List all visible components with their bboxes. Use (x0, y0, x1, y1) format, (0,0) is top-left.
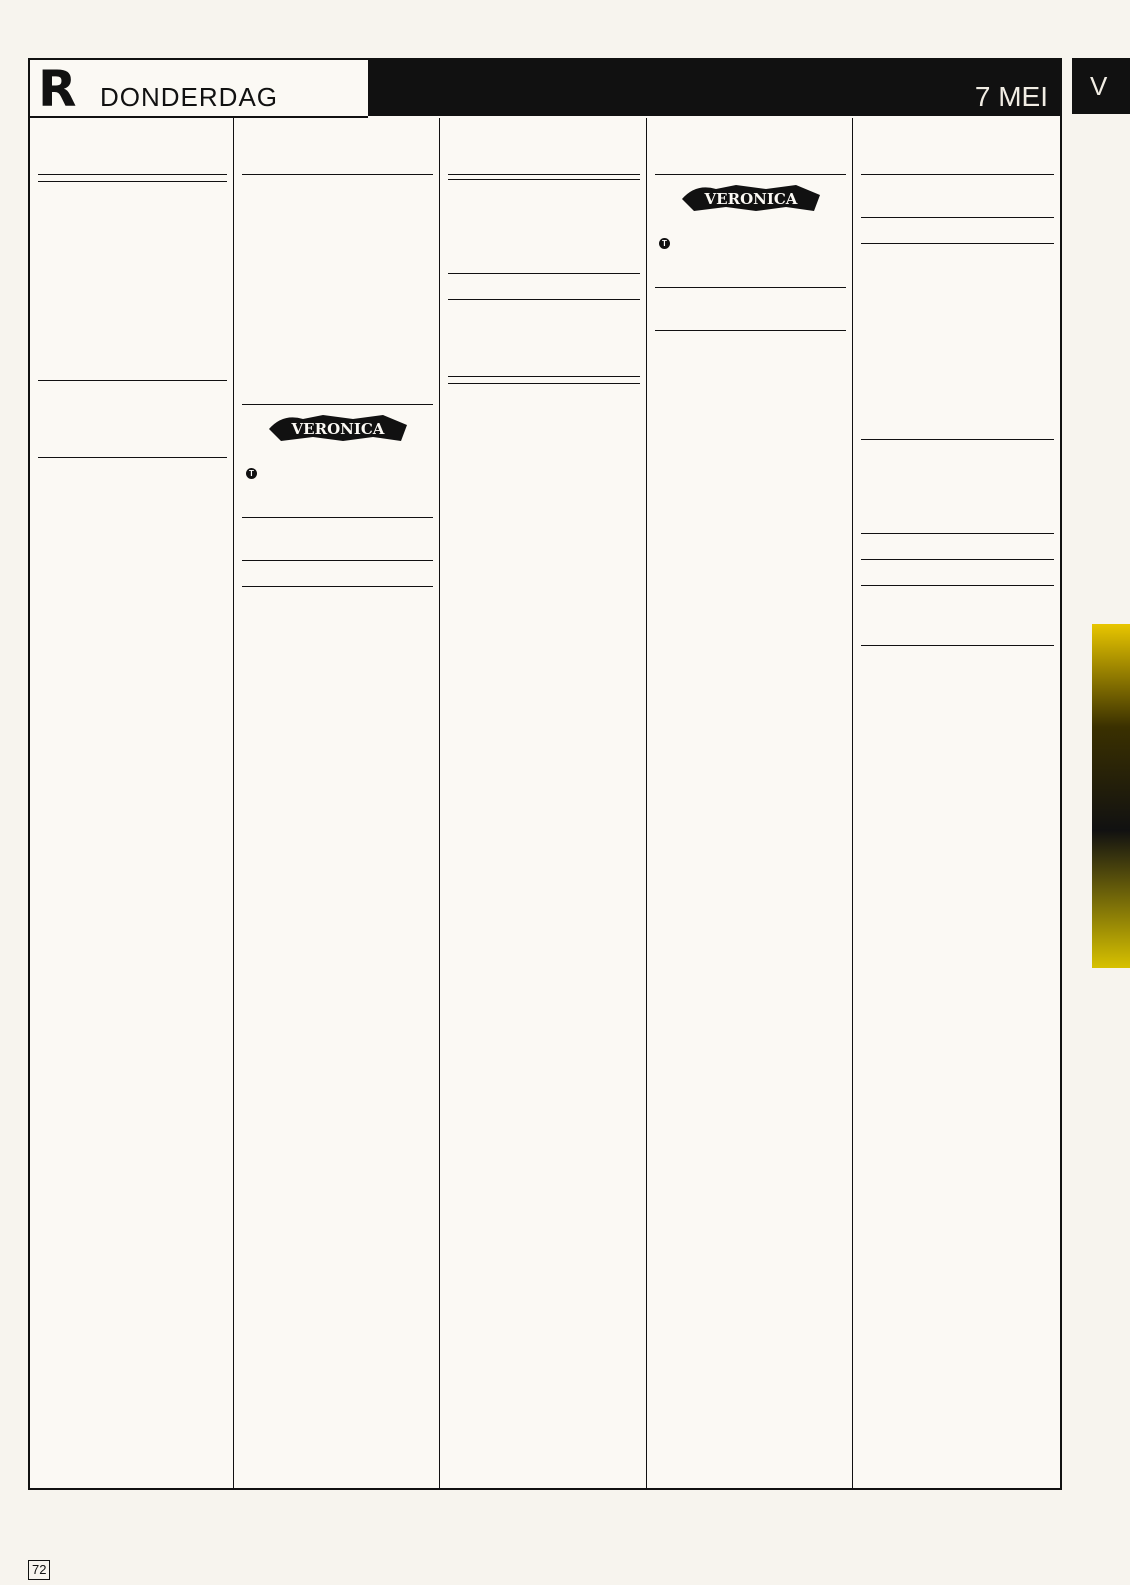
program-item (42, 220, 227, 237)
program-item (865, 222, 1054, 239)
divider (861, 645, 1054, 646)
program-item (659, 386, 846, 403)
program-title-line (865, 478, 1054, 495)
program-item (452, 304, 640, 321)
program-item (452, 235, 640, 252)
program-title-line (865, 350, 1054, 367)
program-item (865, 401, 1054, 418)
program-title-line (865, 538, 1054, 555)
divider (655, 330, 846, 331)
program-title-line (865, 367, 1054, 384)
header-bar (368, 60, 1060, 116)
program-title-line (452, 355, 640, 372)
program-item (865, 564, 1054, 581)
program-item (659, 352, 846, 369)
program-item (865, 418, 1054, 435)
divider (861, 559, 1054, 560)
program-title-line (42, 203, 227, 220)
program-title-line (452, 201, 640, 218)
program-item (659, 369, 846, 386)
info-note (246, 468, 433, 479)
program-title-line (452, 218, 640, 235)
divider (38, 181, 227, 182)
divider (242, 560, 433, 561)
program-item (659, 266, 846, 283)
program-item (42, 385, 227, 402)
program-title-line (42, 325, 227, 342)
program-item (246, 625, 433, 642)
program-title-line (42, 385, 227, 402)
program-item (246, 522, 433, 539)
program-title-line (452, 321, 640, 338)
program-item (246, 366, 433, 383)
program-item (865, 384, 1054, 401)
program-title-line (246, 332, 433, 349)
program-item (452, 355, 640, 372)
program-item (246, 642, 433, 659)
divider (448, 273, 640, 274)
program-item (246, 565, 433, 582)
program-item (42, 402, 227, 419)
program-title-line (865, 248, 1054, 265)
svg-text:VERONICA: VERONICA (704, 190, 797, 208)
program-title-line (246, 496, 433, 513)
program-title-line (452, 304, 640, 321)
program-item (865, 350, 1054, 367)
program-item (865, 512, 1054, 529)
station-header (861, 132, 1054, 164)
program-item (42, 291, 227, 308)
program-item (246, 281, 433, 298)
station-header (448, 132, 640, 164)
program-title-line (42, 359, 227, 376)
divider (448, 174, 640, 175)
program-title-line (865, 333, 1054, 350)
program-title-line (42, 220, 227, 237)
program-title-line (865, 418, 1054, 435)
program-title-line (659, 403, 846, 420)
veronica-logo (676, 181, 826, 215)
program-item (246, 349, 433, 366)
program-title-line (452, 338, 640, 355)
program-title-line (659, 352, 846, 369)
page-header (30, 60, 1060, 116)
program-item (42, 342, 227, 359)
column-radio-2 (234, 118, 440, 1488)
program-item (246, 479, 433, 496)
radio-logo-r: R (38, 60, 77, 118)
program-item (452, 201, 640, 218)
program-item (246, 539, 433, 556)
program-title-line (42, 402, 227, 419)
program-title-line (246, 230, 433, 247)
program-title-line (452, 235, 640, 252)
program-title-line (246, 383, 433, 400)
program-item (865, 179, 1054, 196)
program-title-line (246, 642, 433, 659)
program-item (42, 359, 227, 376)
program-title-line (246, 539, 433, 556)
program-item (42, 186, 227, 203)
program-title-line (865, 444, 1054, 461)
program-item (865, 248, 1054, 265)
info-note (659, 238, 846, 249)
program-title-line (246, 451, 433, 468)
program-title-line (246, 298, 433, 315)
program-item (659, 335, 846, 352)
program-item (246, 315, 433, 332)
divider (861, 585, 1054, 586)
program-item (452, 218, 640, 235)
divider (861, 217, 1054, 218)
program-item (246, 196, 433, 213)
program-title-line (246, 479, 433, 496)
program-title-line (659, 292, 846, 309)
program-item (42, 237, 227, 254)
program-item (42, 325, 227, 342)
program-title-line (659, 309, 846, 326)
program-title-line (659, 386, 846, 403)
program-item (865, 538, 1054, 555)
program-title-line (246, 349, 433, 366)
program-title-line (246, 264, 433, 281)
program-item (246, 332, 433, 349)
divider (861, 533, 1054, 534)
program-title-line (865, 222, 1054, 239)
program-title-line (42, 271, 227, 288)
date-label: 7 MEI (974, 81, 1048, 112)
station-header (242, 132, 433, 164)
program-item (865, 478, 1054, 495)
program-item (865, 367, 1054, 384)
column-radio-3 (440, 118, 647, 1488)
program-title-line (659, 369, 846, 386)
day-label: DONDERDAG (100, 82, 279, 112)
program-title-line (246, 591, 433, 608)
divider (242, 404, 433, 405)
program-item (865, 265, 1054, 282)
program-title-line (42, 342, 227, 359)
program-title-line (246, 315, 433, 332)
program-item (246, 451, 433, 479)
program-item (659, 309, 846, 326)
program-title-line (865, 461, 1054, 478)
program-title-line (865, 624, 1054, 641)
program-title-line (659, 266, 846, 283)
program-title-line (865, 179, 1054, 196)
program-title-line (865, 495, 1054, 512)
svg-text:VERONICA: VERONICA (291, 420, 384, 438)
program-item (246, 179, 433, 196)
station-header (38, 132, 227, 164)
program-item (246, 213, 433, 230)
divider (38, 457, 227, 458)
program-item (659, 221, 846, 249)
column-radio-4 (647, 118, 853, 1488)
divider (38, 380, 227, 381)
program-item (452, 278, 640, 295)
program-title-line (42, 291, 227, 308)
next-page-photo (1092, 624, 1130, 968)
program-item (246, 298, 433, 315)
program-item (42, 203, 227, 220)
divider (655, 174, 846, 175)
program-title-line (865, 564, 1054, 581)
program-title-line (865, 316, 1054, 333)
program-item (246, 230, 433, 247)
divider (242, 517, 433, 518)
program-title-line (659, 221, 846, 238)
program-item (246, 383, 433, 400)
program-title-line (865, 265, 1054, 282)
program-item (246, 496, 433, 513)
program-title-line (42, 237, 227, 254)
program-item (246, 264, 433, 281)
program-title-line (246, 522, 433, 539)
program-title-line (246, 625, 433, 642)
divider (242, 586, 433, 587)
program-title-line (659, 249, 846, 266)
divider (861, 243, 1054, 244)
program-item (865, 316, 1054, 333)
program-title-line (865, 282, 1054, 299)
program-item (452, 252, 640, 269)
column-radio-1 (30, 118, 234, 1488)
program-title-line (246, 247, 433, 264)
divider (448, 179, 640, 180)
program-title-line (452, 278, 640, 295)
divider (655, 287, 846, 288)
program-title-line (865, 384, 1054, 401)
divider (861, 174, 1054, 175)
program-title-line (865, 590, 1054, 607)
program-item (42, 308, 227, 325)
program-item (865, 196, 1054, 213)
program-title-line (659, 335, 846, 352)
program-item (246, 247, 433, 264)
program-title-line (42, 186, 227, 203)
program-item (452, 338, 640, 355)
program-title-line (865, 401, 1054, 418)
program-title-line (865, 512, 1054, 529)
program-title-line (865, 299, 1054, 316)
program-item (865, 624, 1054, 641)
program-item (865, 299, 1054, 316)
next-page-edge (1072, 58, 1130, 1358)
info-icon: T (659, 238, 670, 249)
column-radio-5 (853, 118, 1060, 1488)
program-title-line (42, 436, 227, 453)
program-title-line (246, 281, 433, 298)
program-item (659, 292, 846, 309)
program-title-line (452, 252, 640, 269)
divider (448, 376, 640, 377)
program-item (865, 590, 1054, 607)
next-page-header: V (1072, 58, 1130, 114)
program-item (42, 419, 227, 436)
program-title-line (246, 196, 433, 213)
program-title-line (246, 213, 433, 230)
program-item (865, 461, 1054, 478)
veronica-logo (263, 411, 413, 445)
program-title-line (452, 184, 640, 201)
divider (448, 299, 640, 300)
tv-guide-page (28, 58, 1062, 1490)
program-item (452, 321, 640, 338)
program-title-line (246, 565, 433, 582)
program-item (452, 184, 640, 201)
program-title-line (865, 196, 1054, 213)
program-item (246, 608, 433, 625)
info-icon: T (246, 468, 257, 479)
program-item (865, 333, 1054, 350)
program-item (246, 591, 433, 608)
header-left (30, 60, 368, 118)
program-item (865, 282, 1054, 299)
program-item (42, 271, 227, 288)
station-header (655, 132, 846, 164)
program-title-line (42, 308, 227, 325)
program-title-line (42, 254, 227, 271)
program-title-line (246, 608, 433, 625)
divider (242, 174, 433, 175)
program-item (42, 436, 227, 453)
program-title-line (246, 179, 433, 196)
program-item (865, 607, 1054, 624)
program-title-line (42, 419, 227, 436)
program-title-line (865, 607, 1054, 624)
page-number: 72 (28, 1560, 50, 1580)
program-item (42, 254, 227, 271)
program-item (659, 249, 846, 266)
divider (38, 174, 227, 175)
divider (448, 383, 640, 384)
program-title-line (246, 366, 433, 383)
divider (861, 439, 1054, 440)
program-item (659, 403, 846, 420)
program-item (865, 495, 1054, 512)
program-item (865, 444, 1054, 461)
